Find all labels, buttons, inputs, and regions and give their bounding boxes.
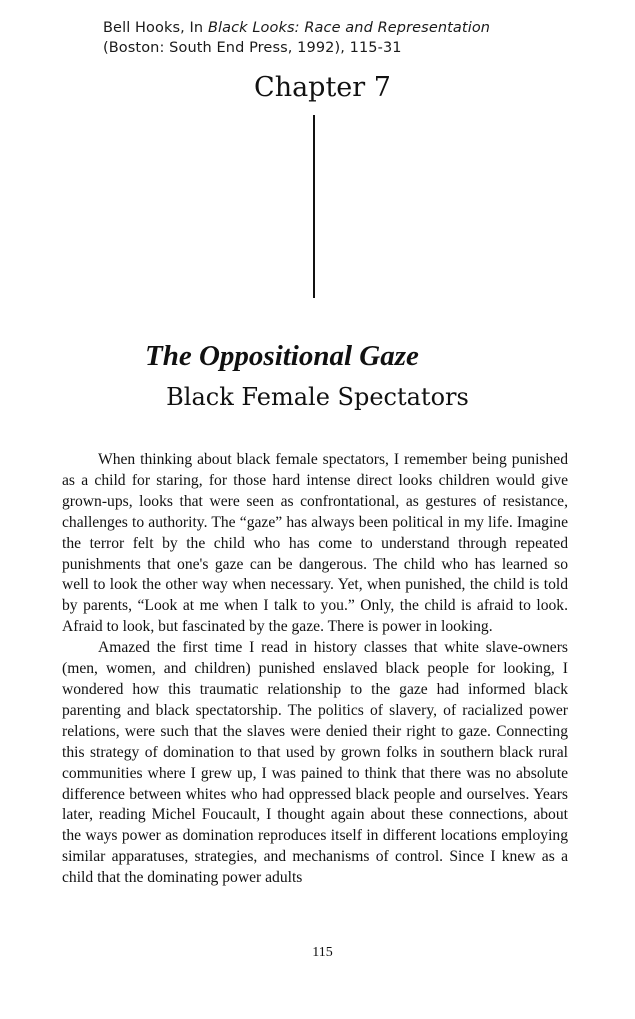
citation (103, 18, 583, 58)
paragraph: Amazed the first time I read in history classes that white slave-owners (men, women, and children) punished enslaved black people for looking, I wondered how this traumatic relationship to the gaze had informed black parenting and black spectatorship. The politics of slavery, of racialized power relations, were such that the slaves were denied their right to gaze. Connecting this strategy of domination to that used by grown folks in southern black rural communities where I grew up, I was pained to think that there was no absolute difference between whites who had oppressed black people and ourselves. Years later, reading Michel Foucault, I thought again about these connections, about the ways power as domination reproduces itself in different locations employing similar apparatuses, strategies, and mechanisms of control. Since I knew as a child that the dominating power adults (62, 639, 568, 887)
chapter-title: The Oppositional Gaze (145, 340, 419, 372)
body-text (62, 450, 568, 889)
citation-line-2: (Boston: South End Press, 1992), 115-31 (103, 40, 402, 56)
page-number: 115 (312, 945, 333, 960)
chapter-heading: Chapter 7 (254, 72, 391, 103)
citation-line-1 (103, 18, 583, 38)
citation-book-title: Black Looks: Race and Representation (207, 20, 491, 36)
citation-author: Bell Hooks, In (103, 20, 208, 36)
paragraph: When thinking about black female spectators, I remember being punished as a child for staring, for those hard intense direct looks children would give grown-ups, looks that were seen as confrontational, as gestures of resistance, challenges to authority. The “gaze” has always been political in my life. Imagine the terror felt by the child who has come to understand through repeated punishments that one's gaze can be dangerous. The child who has learned so well to look the other way when necessary. Yet, when punished, the child is told by parents, “Look at me when I talk to you.” Only, the child is afraid to look. Afraid to look, but fascinated by the gaze. There is power in looking. (62, 451, 568, 636)
vertical-rule (313, 115, 315, 298)
chapter-subtitle: Black Female Spectators (166, 383, 469, 411)
